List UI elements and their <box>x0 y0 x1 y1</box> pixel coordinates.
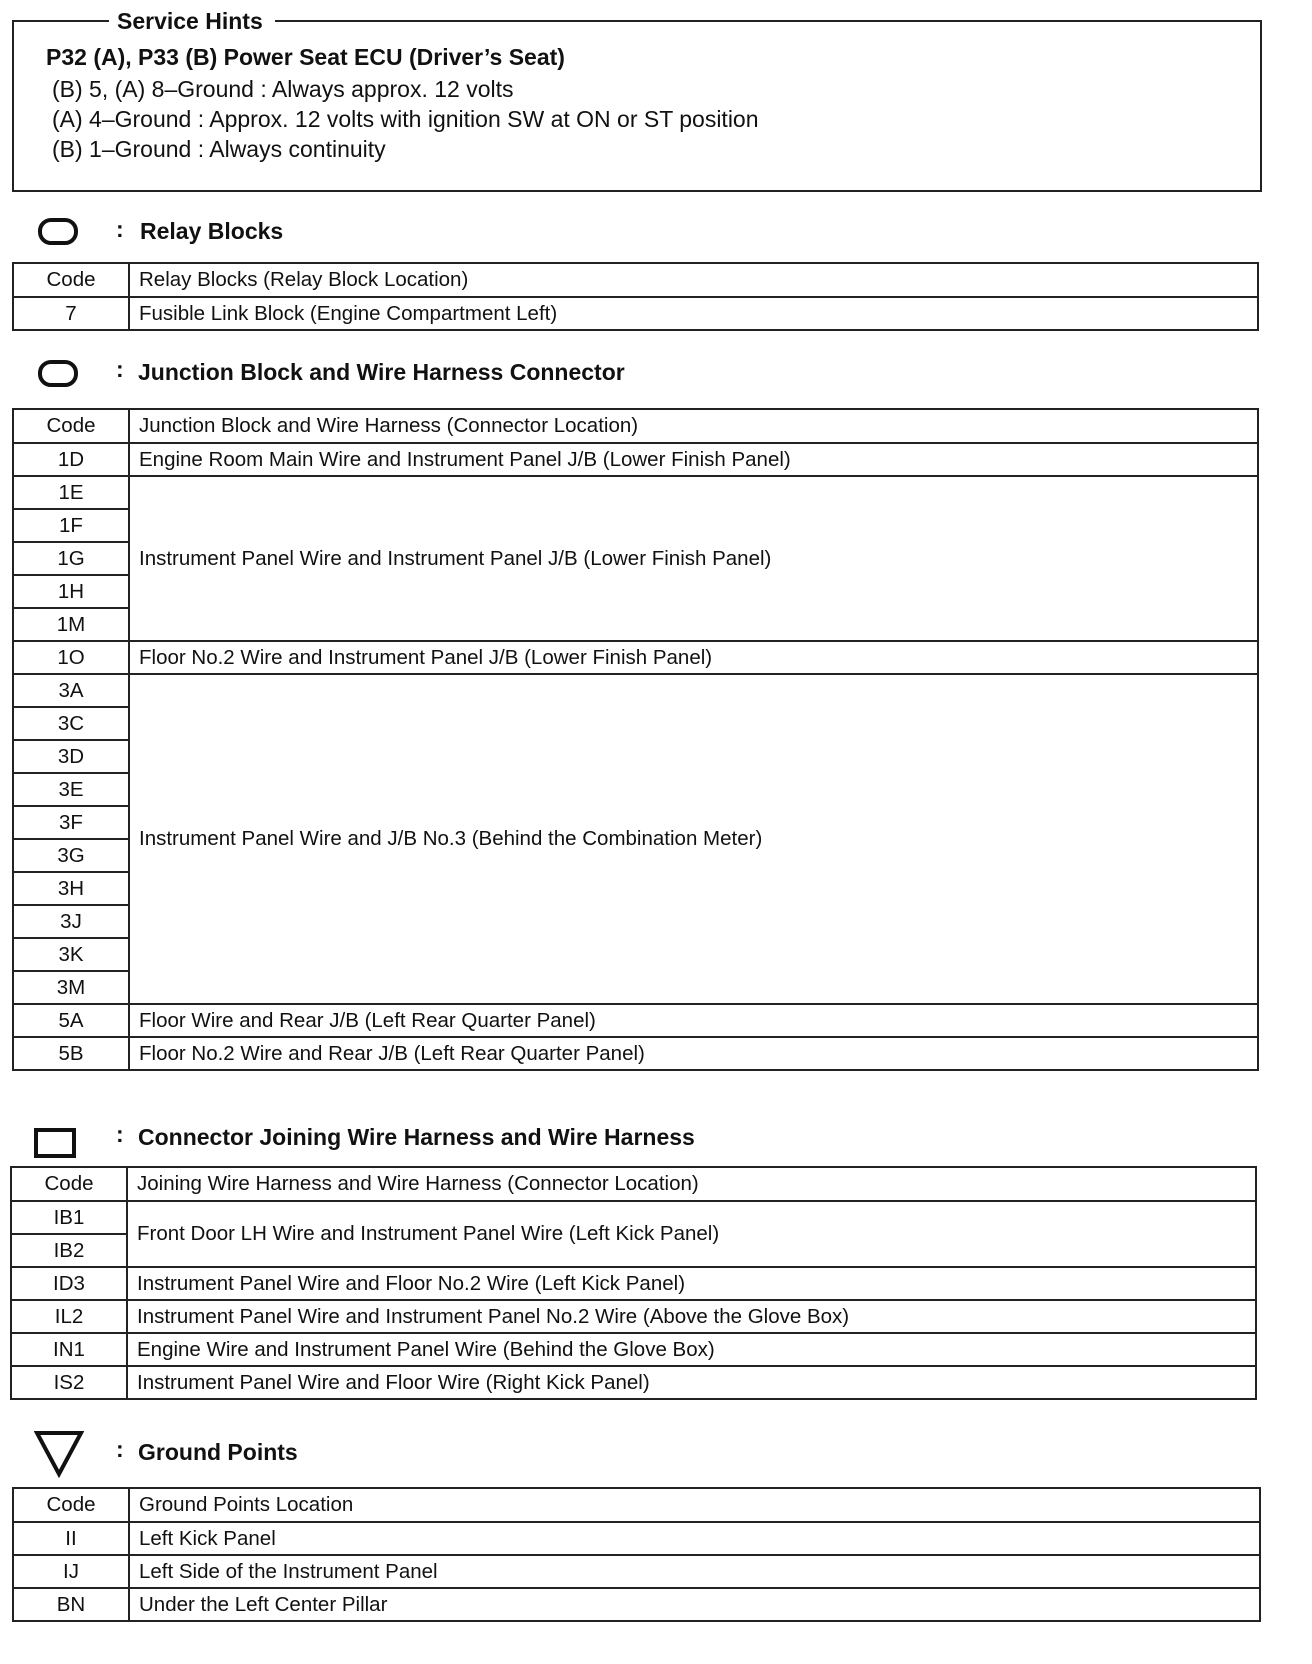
desc-cell: Under the Left Center Pillar <box>129 1588 1260 1621</box>
code-cell: 5A <box>13 1004 129 1037</box>
desc-cell: Floor No.2 Wire and Rear J/B (Left Rear Quarter Panel) <box>129 1037 1258 1070</box>
service-hints-heading: P32 (A), P33 (B) Power Seat ECU (Driver’s Seat) <box>46 44 565 70</box>
service-hints-title: Service Hints <box>109 8 275 35</box>
table-row <box>13 1037 1258 1070</box>
code-cell: 1E <box>13 476 129 509</box>
desc-cell: Instrument Panel Wire and J/B No.3 (Behind the Combination Meter) <box>129 674 1258 1004</box>
table-header-row <box>11 1167 1256 1201</box>
table-row <box>13 1588 1260 1621</box>
code-header: Code <box>13 409 129 443</box>
connectors-title: Connector Joining Wire Harness and Wire Harness <box>138 1124 695 1150</box>
code-cell: IS2 <box>11 1366 127 1399</box>
desc-cell: Left Kick Panel <box>129 1522 1260 1555</box>
junction-blocks-title: Junction Block and Wire Harness Connector <box>138 359 625 385</box>
code-header: Code <box>11 1167 127 1201</box>
table-header-row <box>13 263 1258 297</box>
code-cell: ID3 <box>11 1267 127 1300</box>
hint-line-3: (B) 1–Ground : Always continuity <box>52 136 386 162</box>
code-cell: 3D <box>13 740 129 773</box>
relay-blocks-title: Relay Blocks <box>140 218 284 244</box>
table-row <box>13 1522 1260 1555</box>
table-row <box>13 1555 1260 1588</box>
code-cell: 3M <box>13 971 129 1004</box>
table-header-row <box>13 1488 1260 1522</box>
ground-points-colon: : <box>116 1436 124 1462</box>
connectors-colon: : <box>116 1121 124 1147</box>
relay-blocks-table <box>12 262 1259 331</box>
desc-cell: Floor Wire and Rear J/B (Left Rear Quarter Panel) <box>129 1004 1258 1037</box>
desc-cell: Fusible Link Block (Engine Compartment Left) <box>129 297 1258 330</box>
desc-cell: Left Side of the Instrument Panel <box>129 1555 1260 1588</box>
ground-points-title: Ground Points <box>138 1439 298 1465</box>
hint-line-1: (B) 5, (A) 8–Ground : Always approx. 12 volts <box>52 76 514 102</box>
code-cell: 1O <box>13 641 129 674</box>
desc-cell: Instrument Panel Wire and Instrument Panel J/B (Lower Finish Panel) <box>129 476 1258 641</box>
code-cell: 7 <box>13 297 129 330</box>
ground-points-table <box>12 1487 1261 1622</box>
code-cell: II <box>13 1522 129 1555</box>
table-row <box>13 443 1258 476</box>
desc-header: Joining Wire Harness and Wire Harness (Connector Location) <box>127 1167 1256 1201</box>
table-row <box>13 476 1258 509</box>
code-cell: 3E <box>13 773 129 806</box>
code-cell: 1D <box>13 443 129 476</box>
rounded-rectangle-icon <box>38 218 78 245</box>
code-cell: 1F <box>13 509 129 542</box>
table-row <box>13 297 1258 330</box>
table-row <box>11 1300 1256 1333</box>
desc-cell: Front Door LH Wire and Instrument Panel Wire (Left Kick Panel) <box>127 1201 1256 1267</box>
square-icon <box>34 1128 76 1158</box>
code-cell: 1G <box>13 542 129 575</box>
code-header: Code <box>13 263 129 297</box>
code-cell: 3F <box>13 806 129 839</box>
code-header: Code <box>13 1488 129 1522</box>
code-cell: 3A <box>13 674 129 707</box>
desc-cell: Instrument Panel Wire and Floor Wire (Right Kick Panel) <box>127 1366 1256 1399</box>
triangle-down-icon <box>34 1430 84 1478</box>
desc-cell: Instrument Panel Wire and Instrument Panel No.2 Wire (Above the Glove Box) <box>127 1300 1256 1333</box>
code-cell: 5B <box>13 1037 129 1070</box>
desc-cell: Floor No.2 Wire and Instrument Panel J/B (Lower Finish Panel) <box>129 641 1258 674</box>
code-cell: BN <box>13 1588 129 1621</box>
relay-blocks-colon: : <box>116 216 124 242</box>
desc-cell: Instrument Panel Wire and Floor No.2 Wire (Left Kick Panel) <box>127 1267 1256 1300</box>
table-row <box>13 641 1258 674</box>
desc-cell: Engine Wire and Instrument Panel Wire (Behind the Glove Box) <box>127 1333 1256 1366</box>
desc-cell: Engine Room Main Wire and Instrument Panel J/B (Lower Finish Panel) <box>129 443 1258 476</box>
junction-blocks-table <box>12 408 1259 1071</box>
junction-blocks-colon: : <box>116 356 124 382</box>
table-row <box>11 1366 1256 1399</box>
code-cell: 3C <box>13 707 129 740</box>
code-cell: IJ <box>13 1555 129 1588</box>
hint-line-2: (A) 4–Ground : Approx. 12 volts with ignition SW at ON or ST position <box>52 106 759 132</box>
service-hints-box <box>12 8 1262 192</box>
code-cell: IL2 <box>11 1300 127 1333</box>
code-cell: IN1 <box>11 1333 127 1366</box>
table-header-row <box>13 409 1258 443</box>
table-row <box>11 1333 1256 1366</box>
code-cell: IB1 <box>11 1201 127 1234</box>
desc-header: Ground Points Location <box>129 1488 1260 1522</box>
table-row <box>11 1267 1256 1300</box>
code-cell: 1H <box>13 575 129 608</box>
desc-header: Relay Blocks (Relay Block Location) <box>129 263 1258 297</box>
rounded-rectangle-icon <box>38 360 78 387</box>
table-row <box>13 1004 1258 1037</box>
code-cell: 1M <box>13 608 129 641</box>
code-cell: IB2 <box>11 1234 127 1267</box>
code-cell: 3K <box>13 938 129 971</box>
code-cell: 3J <box>13 905 129 938</box>
table-row <box>13 674 1258 707</box>
code-cell: 3H <box>13 872 129 905</box>
connectors-table <box>10 1166 1257 1400</box>
desc-header: Junction Block and Wire Harness (Connector Location) <box>129 409 1258 443</box>
table-row <box>11 1201 1256 1234</box>
code-cell: 3G <box>13 839 129 872</box>
